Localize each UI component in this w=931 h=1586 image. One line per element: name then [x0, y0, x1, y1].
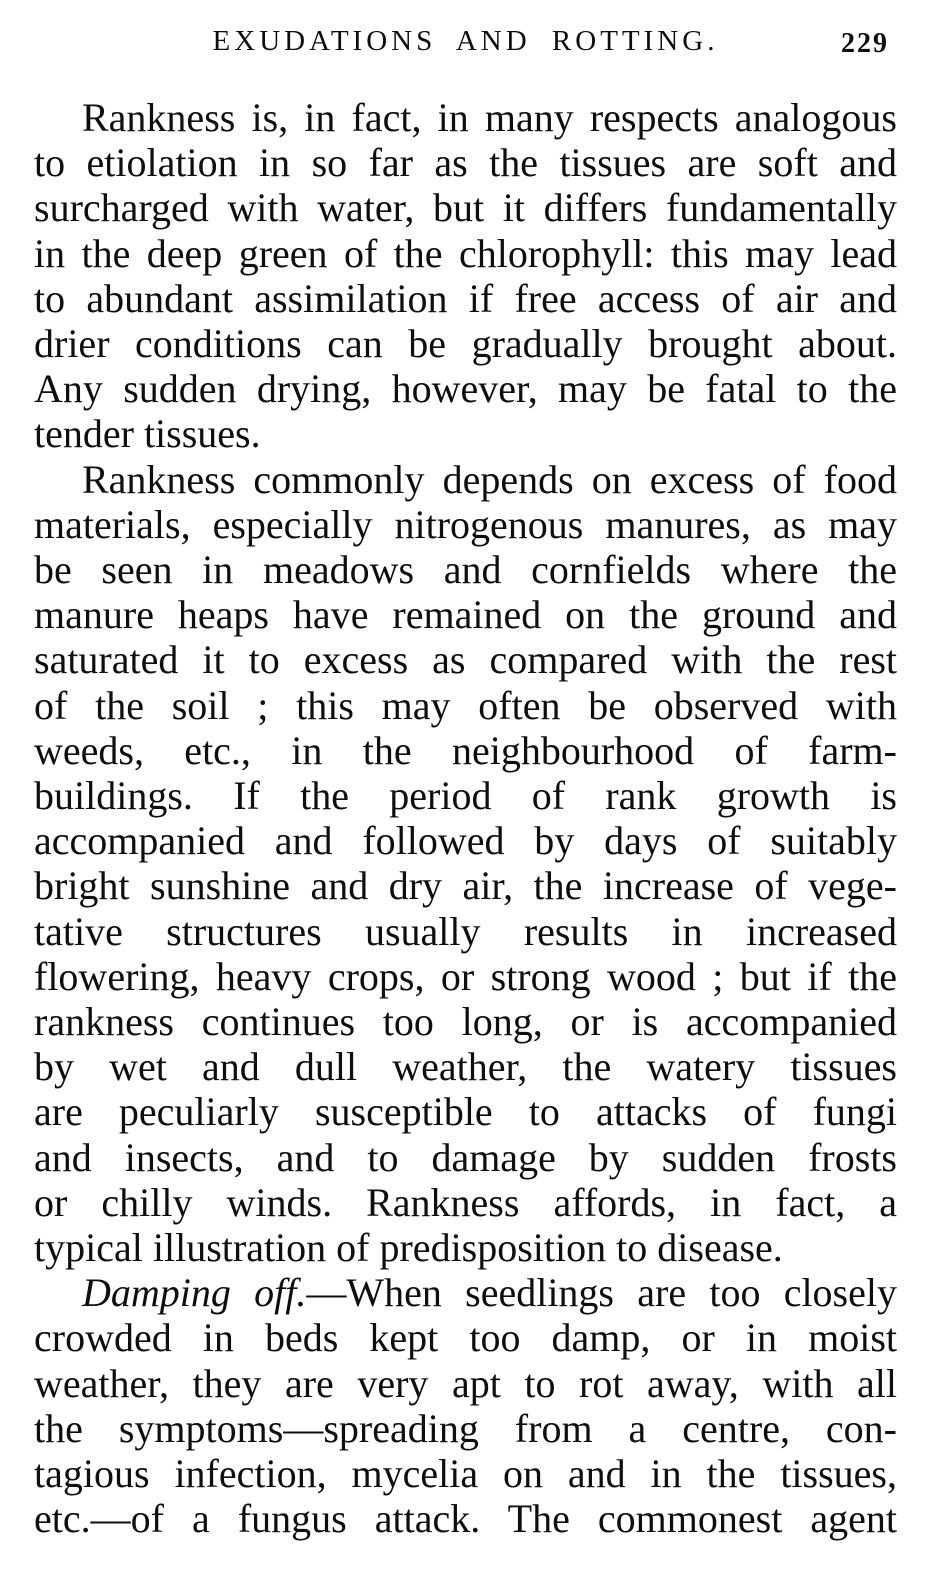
text-line: in the deep green of the chlorophyll: this may lead — [34, 230, 897, 276]
italic-lead-in: Damping off. — [82, 1270, 307, 1316]
text-line: weather, they are very apt to rot away, with all — [34, 1360, 897, 1406]
text-line: typical illustration of predisposition to disease. — [34, 1225, 783, 1271]
text-line: or chilly winds. Rankness affords, in fact, a — [34, 1179, 897, 1225]
text-line: Rankness commonly depends on excess of food — [82, 456, 897, 502]
text-segment: —When seedlings are too closely — [306, 1270, 897, 1316]
text-line: of the soil ; this may often be observed with — [34, 682, 897, 728]
paragraph — [34, 1270, 897, 1541]
text-line: crowded in beds kept too damp, or in moist — [34, 1315, 897, 1361]
text-line: and insects, and to damage by sudden frosts — [34, 1134, 897, 1180]
text-line: the symptoms—spreading from a centre, con- — [34, 1405, 897, 1451]
text-line: rankness continues too long, or is accompanied — [34, 999, 897, 1045]
page-body-text — [34, 95, 897, 1542]
text-line: accompanied and followed by days of suitably — [34, 818, 897, 864]
paragraph — [34, 457, 897, 1271]
text-line: buildings. If the period of rank growth is — [34, 773, 897, 819]
running-header-title: EXUDATIONS AND ROTTING. — [212, 25, 719, 57]
text-line: Rankness is, in fact, in many respects analogous — [82, 95, 897, 140]
paragraph — [34, 95, 897, 457]
text-line: to etiolation in so far as the tissues are soft and — [34, 140, 897, 186]
page-number: 229 — [841, 28, 889, 59]
text-line: tative structures usually results in increased — [34, 908, 897, 954]
text-line: be seen in meadows and cornfields where the — [34, 547, 897, 593]
text-line: surcharged with water, but it differs fundamentally — [34, 185, 897, 231]
text-line: tender tissues. — [34, 411, 261, 457]
text-line: drier conditions can be gradually brought about. — [34, 321, 897, 367]
text-line: Any sudden drying, however, may be fatal to the — [34, 366, 897, 412]
text-line: bright sunshine and dry air, the increase of vege- — [34, 863, 897, 909]
page-header — [34, 24, 897, 58]
text-line: are peculiarly susceptible to attacks of fungi — [34, 1089, 897, 1135]
text-line — [34, 1270, 897, 1315]
text-line: etc.—of a fungus attack. The commonest agent — [34, 1496, 897, 1542]
text-line: tagious infection, mycelia on and in the tissues, — [34, 1451, 897, 1497]
text-line: manure heaps have remained on the ground and — [34, 592, 897, 638]
text-line: flowering, heavy crops, or strong wood ; but if the — [34, 953, 897, 999]
text-line: weeds, etc., in the neighbourhood of farm- — [34, 727, 897, 773]
text-line: saturated it to excess as compared with the rest — [34, 637, 897, 683]
text-line: to abundant assimilation if free access of air and — [34, 275, 897, 321]
text-line: materials, especially nitrogenous manures, as may — [34, 501, 897, 547]
text-line: by wet and dull weather, the watery tissues — [34, 1044, 897, 1090]
